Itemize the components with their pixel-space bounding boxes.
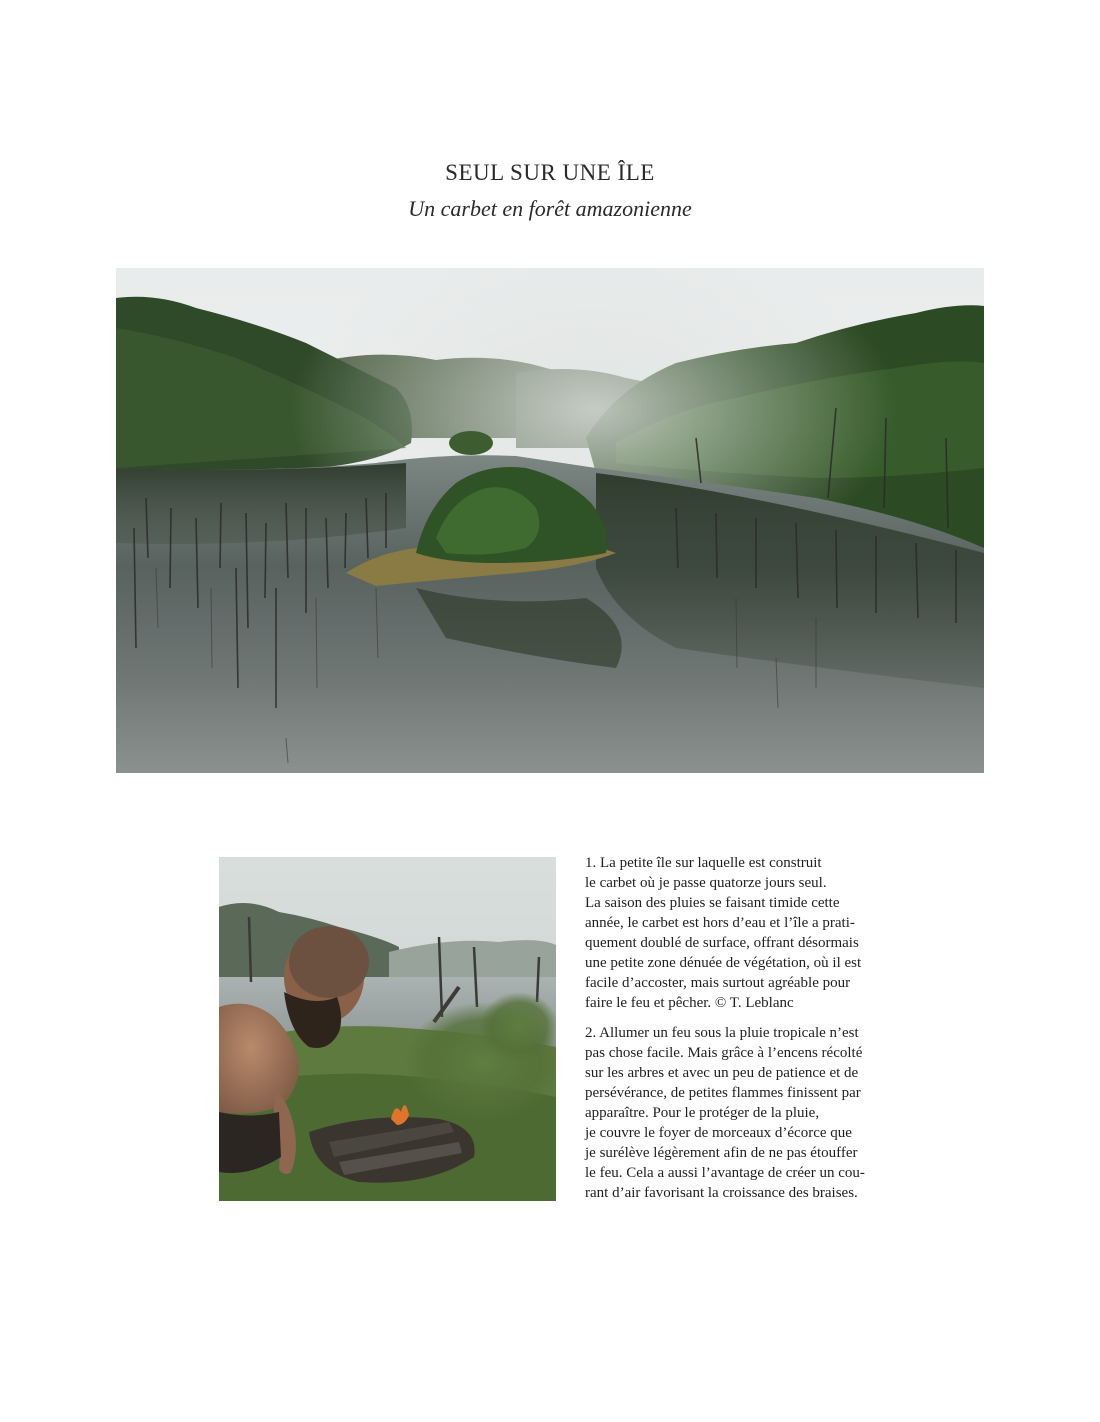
- caption-2-line: apparaître. Pour le protéger de la pluie,: [585, 1105, 820, 1121]
- caption-2: [585, 1023, 890, 1203]
- caption-1-line: faire le feu et pêcher. © T. Leblanc: [585, 995, 794, 1011]
- caption-2-line: sur les arbres et avec un peu de patience et de: [585, 1065, 859, 1081]
- second-photo: [219, 857, 556, 1201]
- page-subtitle: Un carbet en forêt amazonienne: [408, 196, 692, 221]
- caption-2-line: 2. Allumer un feu sous la pluie tropicale n’est: [585, 1025, 859, 1041]
- caption-1-line: quement doublé de surface, offrant désormais: [585, 935, 859, 951]
- caption-1-line: le carbet où je passe quatorze jours seul.: [585, 875, 827, 891]
- caption-2-line: le feu. Cela a aussi l’avantage de créer un cou-: [585, 1165, 865, 1181]
- caption-1-line: La saison des pluies se faisant timide cette: [585, 895, 840, 911]
- caption-1-line: 1. La petite île sur laquelle est construit: [585, 855, 822, 871]
- caption-1: [585, 853, 890, 1013]
- caption-2-line: pas chose facile. Mais grâce à l’encens récolté: [585, 1045, 863, 1061]
- caption-2-line: rant d’air favorisant la croissance des braises.: [585, 1185, 858, 1201]
- caption-1-line: année, le carbet est hors d’eau et l’île a prati-: [585, 915, 855, 931]
- page-title: SEUL SUR UNE ÎLE: [445, 160, 655, 185]
- caption-1-line: facile d’accoster, mais surtout agréable pour: [585, 975, 851, 991]
- photo-captions: [585, 853, 890, 1213]
- main-photo: [116, 268, 984, 773]
- caption-2-line: je surélève légèrement afin de ne pas étouffer: [585, 1145, 858, 1161]
- caption-2-line: persévérance, de petites flammes finissent par: [585, 1085, 861, 1101]
- caption-1-line: une petite zone dénuée de végétation, où il est: [585, 955, 862, 971]
- caption-2-line: je couvre le foyer de morceaux d’écorce que: [585, 1125, 852, 1141]
